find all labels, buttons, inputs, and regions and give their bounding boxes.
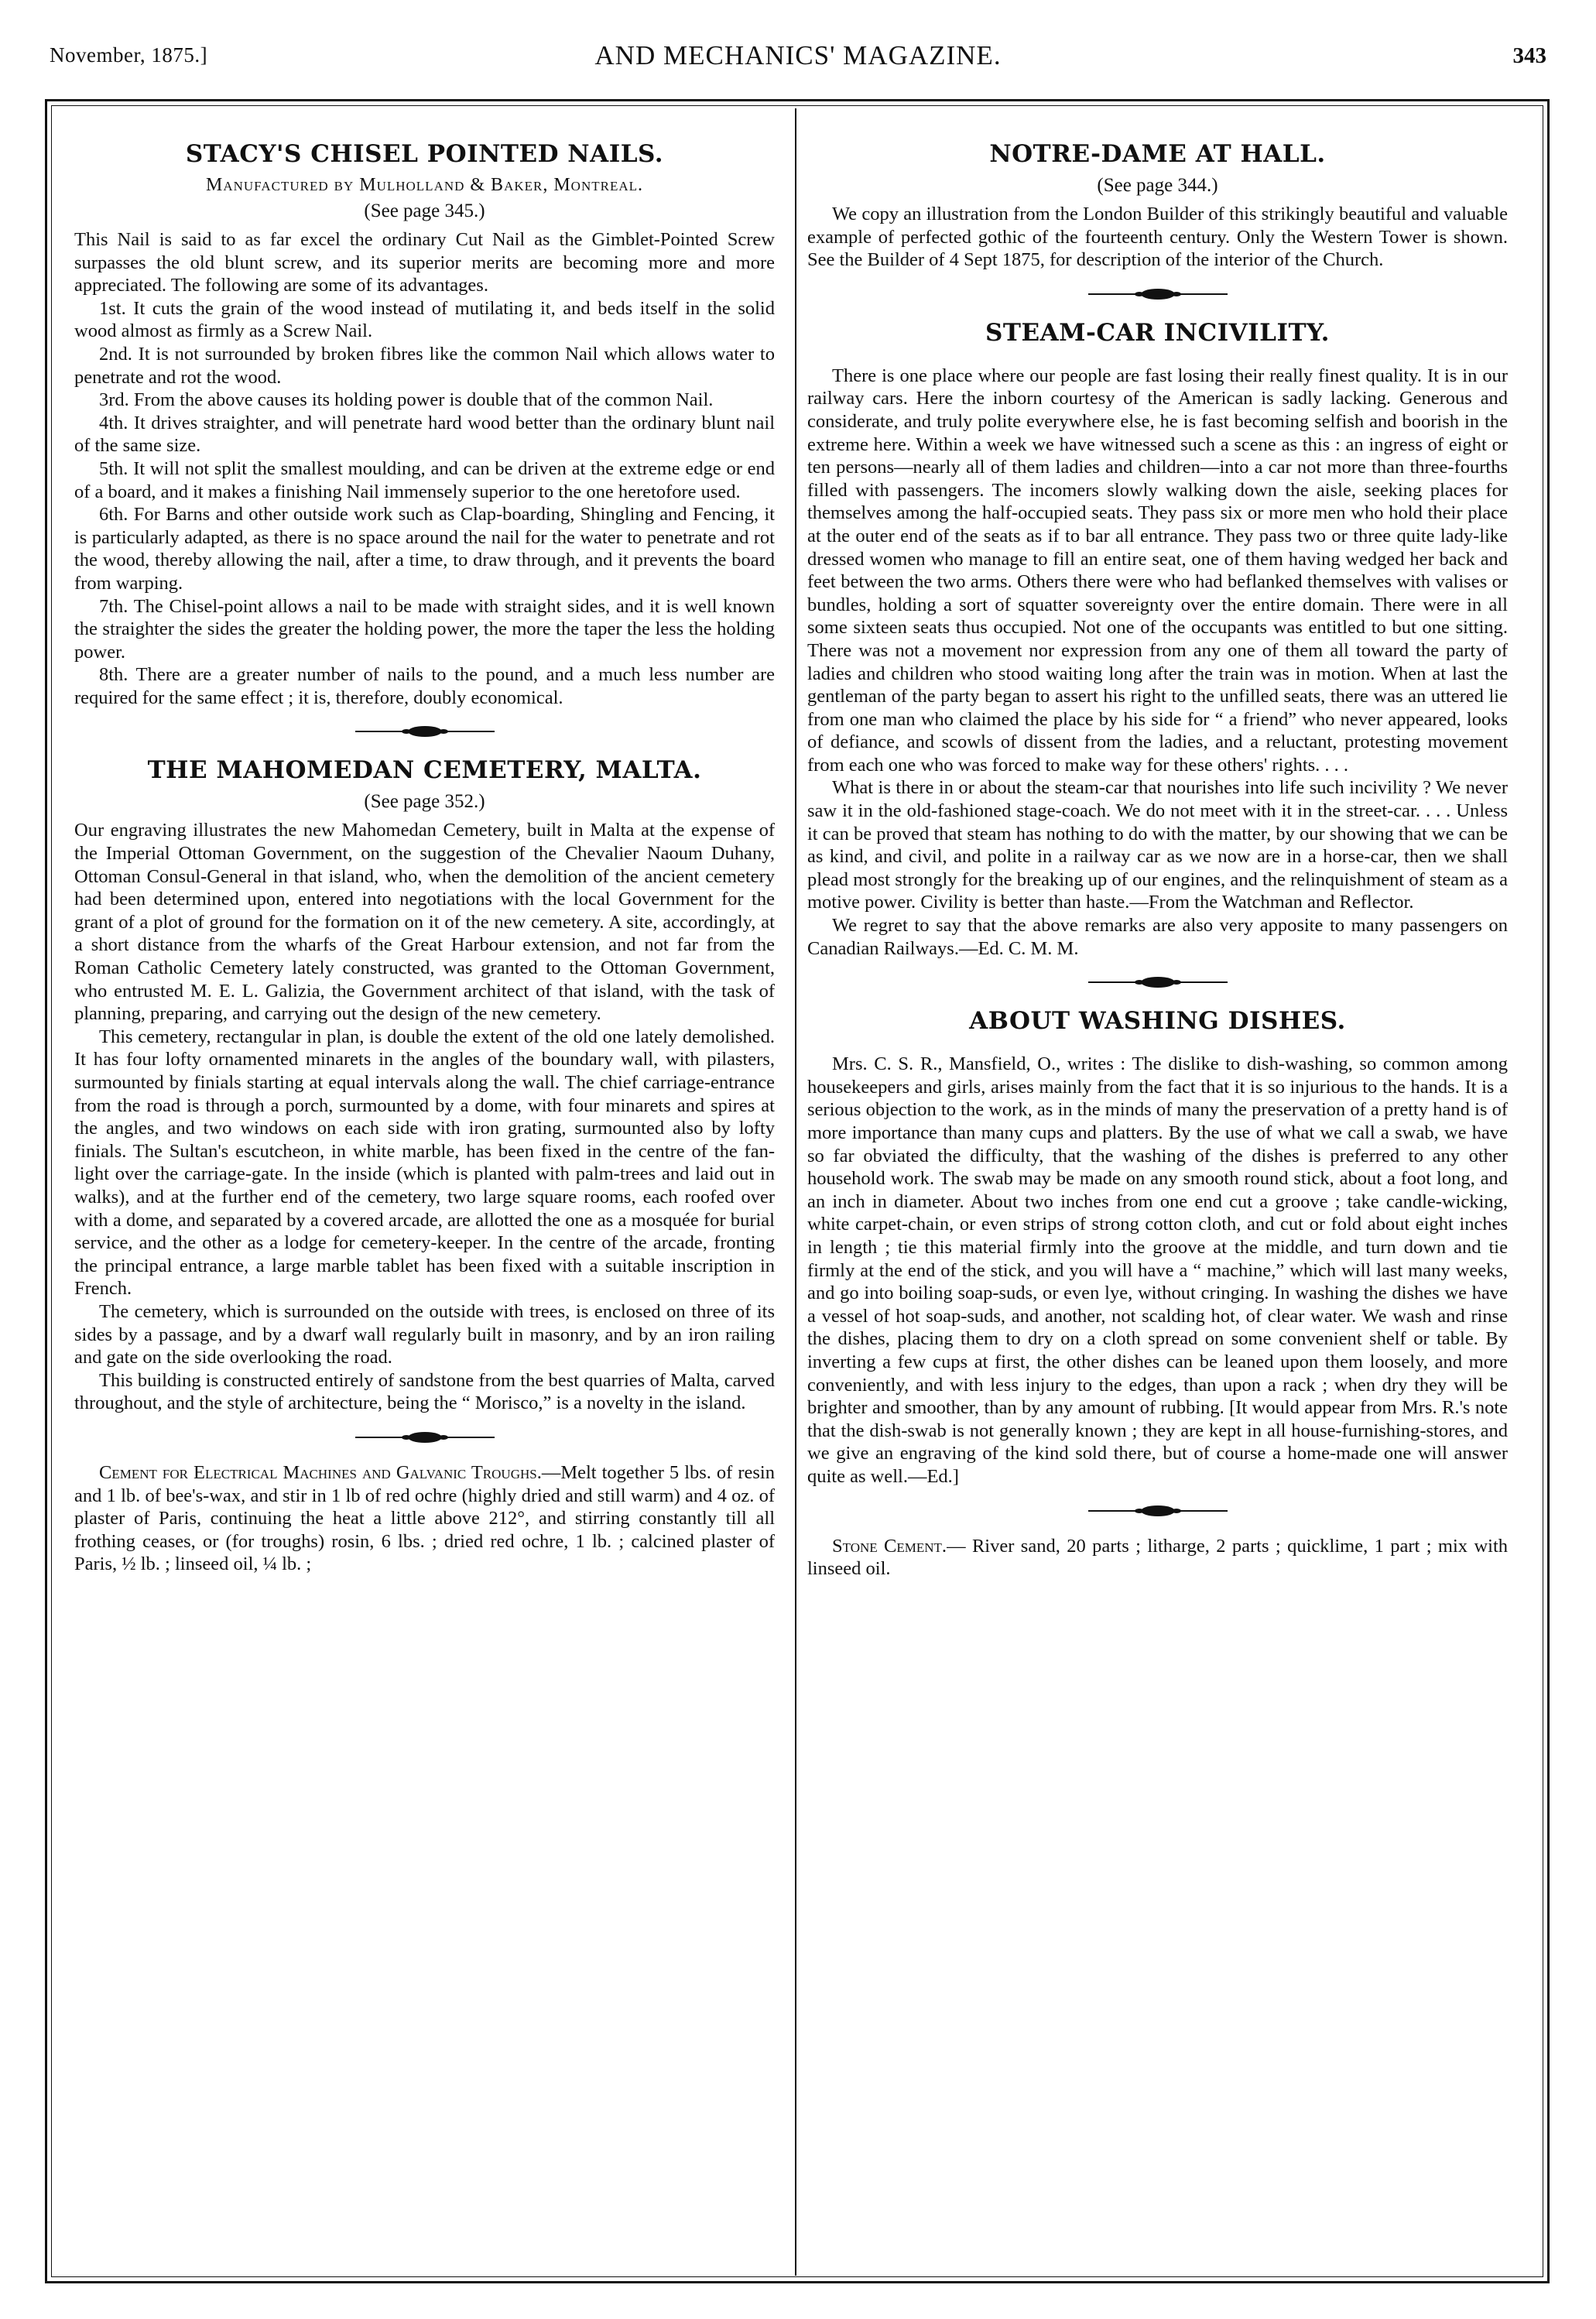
paragraph: We regret to say that the above remarks are also very apposite to many passengers on Canadian Railways.—Ed. C. M. M. bbox=[807, 915, 1508, 959]
ornament-divider bbox=[1088, 1502, 1228, 1519]
article-maker: Manufactured by Mulholland & Baker, Montreal. bbox=[205, 175, 644, 195]
paragraph bbox=[74, 1461, 775, 1576]
article-stone-cement bbox=[807, 1535, 1508, 1581]
column-rule bbox=[795, 108, 796, 2276]
cement-text: —Melt together 5 lbs. of resin and 1 lb. of bee's-wax, and stir in 1 lb of red ochre (highly dried and still warm) and 4 oz. of plaster of Paris, continuing the heat a little above 212°, and stirring constantly till all frothing ceases, or (for troughs) rosin, 6 lbs. ; dried red ochre, 1 lb. ; calcined plaster of Paris, ½ lb. ; linseed oil, ¼ lb. ; bbox=[74, 1461, 775, 1575]
paragraph: This building is constructed entirely of sandstone from the best quarries of Malta, carved throughout, and the style of architecture, being the “ Morisco,” is a novelty in the island. bbox=[74, 1369, 775, 1414]
cement-lead: Cement for Electrical Machines and Galvanic Troughs. bbox=[99, 1461, 542, 1483]
article-title: NOTRE-DAME AT HALL. bbox=[989, 140, 1326, 168]
article-title: THE MAHOMEDAN CEMETERY, MALTA. bbox=[147, 756, 702, 785]
paragraph: 5th. It will not split the smallest moulding, and can be driven at the extreme edge or end of a board, and it makes a finishing Nail immensely superior to the one heretofore used. bbox=[74, 457, 775, 502]
article-steam-car bbox=[807, 318, 1508, 960]
stone-text: — River sand, 20 parts ; litharge, 2 parts ; quicklime, 1 part ; mix with linseed oil. bbox=[807, 1535, 1508, 1580]
paragraph: This cemetery, rectangular in plan, is double the extent of the old one lately demolished. It has four lofty ornamented minarets in the angles of the boundary wall, with pilasters, surmounted by finials starting at equal intervals along the wall. The chief carriage-entrance from the road is through a porch, surmounted by a dome, with four minarets and spires at the angles, and two windows on each side with iron grating, surmounted also by lofty finials. The Sultan's escutcheon, in white marble, has been fixed in the centre of the fan-light over the carriage-gate. In the inside (which is planted with palm-trees and laid out in walks), and at the further end of the cemetery, two large square rooms, each roofed over with a dome, and separated by a covered arcade, are allotted the one as a mosquée for burial service, and the other as a lodge for cemetery-keeper. In the centre of the arcade, fronting the principal entrance, a large marble tablet has been fixed with a suitable inscription in French. bbox=[74, 1026, 775, 1300]
paragraph: 8th. There are a greater number of nails to the pound, and a much less number are required for the same effect ; it is, therefore, doubly economical. bbox=[74, 664, 775, 708]
paragraph: 2nd. It is not surrounded by broken fibres like the common Nail which allows water to penetrate and rot the wood. bbox=[74, 343, 775, 388]
stone-lead: Stone Cement. bbox=[832, 1535, 947, 1557]
paragraph: 1st. It cuts the grain of the wood instead of mutilating it, and beds itself in the solid wood almost as firmly as a Screw Nail. bbox=[74, 297, 775, 342]
magazine-title: AND MECHANICS' MAGAZINE. bbox=[594, 40, 1002, 70]
paragraph: The cemetery, which is surrounded on the outside with trees, is enclosed on three of its sides by a passage, and by a dwarf wall regularly built in masonry, and by an iron railing and gate on the side overlooking the road. bbox=[74, 1300, 775, 1368]
article-washing-dishes bbox=[807, 1006, 1508, 1488]
ornament-divider bbox=[355, 1429, 495, 1446]
paragraph: We copy an illustration from the London Builder of this strikingly beautiful and valuable example of perfected gothic of the fourteenth century. Only the Western Tower is shown. See the Builder of 4 Sept 1875, for description of the interior of the Church. bbox=[807, 204, 1508, 271]
paragraph: 7th. The Chisel-point allows a nail to be made with straight sides, and it is well known the straighter the sides the greater the holding power, the more the taper the less the holding power. bbox=[74, 595, 775, 663]
issue-date: November, 1875.] bbox=[50, 43, 208, 67]
page-reference: (See page 352.) bbox=[364, 791, 485, 813]
page-number: 343 bbox=[1512, 43, 1546, 68]
ornament-divider bbox=[1088, 286, 1228, 303]
paragraph: What is there in or about the steam-car that nourishes into life such incivility ? We never saw it in the old-fashioned stage-coach. We do not meet with it in the street-car. . . . Unless it can be proved that steam has nothing to do with the matter, by our showing that we can be as kind, and civil, and polite in a railway car as we now are in a horse-car, then we shall plead most strongly for the breaking up of our engines, and the relinquishment of steam as a motive power. Civility is better than haste.—From the Watchman and Reflector. bbox=[807, 777, 1508, 913]
page-reference: (See page 344.) bbox=[1097, 175, 1218, 196]
paragraph: 4th. It drives straighter, and will penetrate hard wood better than the ordinary blunt nail of the same size. bbox=[74, 412, 775, 457]
paragraph bbox=[807, 1535, 1508, 1581]
article-title: ABOUT WASHING DISHES. bbox=[969, 1007, 1346, 1036]
article-title: STACY'S CHISEL POINTED NAILS. bbox=[185, 140, 664, 168]
running-head bbox=[50, 40, 1546, 74]
right-column bbox=[807, 139, 1508, 2264]
paragraph: This Nail is said to as far excel the ordinary Cut Nail as the Gimblet-Pointed Screw surpasses the old blunt screw, and its superior merits are becoming more and more appreciated. The following are some of its advantages. bbox=[74, 229, 775, 296]
article-nails bbox=[74, 139, 775, 709]
article-cemetery bbox=[74, 755, 775, 1414]
article-cement bbox=[74, 1461, 775, 1576]
ornament-divider bbox=[1088, 974, 1228, 991]
ornament-divider bbox=[355, 723, 495, 740]
page-reference: (See page 345.) bbox=[364, 200, 485, 221]
article-title: STEAM-CAR INCIVILITY. bbox=[985, 318, 1330, 347]
left-column bbox=[74, 139, 775, 2264]
paragraph: There is one place where our people are fast losing their really finest quality. It is in our railway cars. Here the inborn courtesy of the American is sadly lacking. Generous and considerate, and truly polite everywhere else, he is fast becoming selfish and boorish in the extreme here. Within a week we have witnessed such a scene as this : an ingress of eight or ten persons—nearly all of them ladies and children—into a car not more than three-fourths filled with passengers. The incomers slowly walking down the aisle, seeking places for themselves among the half-occupied seats. They pass six or more men who hold their place at the outer end of the seats as if to bar all entrance. They pass two or three quite lady-like dressed women who manage to fill an entire seat, one of them having wedged her back and feet between the two arms. Others there were who had beflanked themselves with valises or bundles, holding a sort of squatter sovereignty over the entire domain. There were in all some sixteen seats thus occupied. Not one of the occupants was entitled to but one sitting. There was not a movement nor expression from any one of them all toward the party of ladies and children who stood waiting long after the train was in motion. When at last the gentleman of the party began to assert his right to the unfilled seats, there was an uttered lie from one man who claimed the place by his side for “ a friend” who never appeared, looks of defiance, and scowls of dissent from the ladies, and a reluctant, protesting movement from each one who was forced to make way for these others' rights. . . . bbox=[807, 365, 1508, 776]
paragraph: Mrs. C. S. R., Mansfield, O., writes : The dislike to dish-washing, so common among housekeepers and girls, arises mainly from the fact that it is so injurious to the hands. It is a serious objection to the work, as in the minds of many the preservation of a pretty hand is of more importance than many cups and platters. By the use of what we call a swab, we have so far obviated the difficulty, that the washing of the dishes is preferred to any other household work. The swab may be made on any smooth round stick, about a foot long, and an inch in diameter. About two inches from one end cut a groove ; take candle-wicking, white carpet-chain, or even strips of strong cotton cloth, and cut or fold about eight inches in length ; tie this material firmly into the groove at the middle, and turn down and tie firmly at the end of the stick, and you will have a “ machine,” which will last many weeks, and go into boiling soap-suds, or even lye, without cringing. In washing the dishes we have a vessel of hot soap-suds, and another, not scalding hot, of clear water. We wash and rinse the dishes, placing them to dry on a cloth spread on some convenient shelf or table. By inverting a few cups at first, the other dishes can be leaned upon them loosely, and more conveniently, and with less injury to the edges, than upon a rack ; when dry they will be brighter and smoother, than by any amount of rubbing. [It would appear from Mrs. R.'s note that the dish-swab is not generally known ; they are kept in all house-furnishing-stores, and we give an engraving of the kind sold there, but of course a home-made one will answer quite as well.—Ed.] bbox=[807, 1053, 1508, 1487]
paragraph: 6th. For Barns and other outside work such as Clap-boarding, Shingling and Fencing, it is particularly adapted, as there is no space around the nail for the water to penetrate and rot the wood, thereby allowing the nail, after a time, to draw through, and it prevents the board from warping. bbox=[74, 504, 775, 594]
article-notre-dame bbox=[807, 139, 1508, 272]
paragraph: 3rd. From the above causes its holding power is double that of the common Nail. bbox=[99, 389, 714, 411]
paragraph: Our engraving illustrates the new Mahomedan Cemetery, built in Malta at the expense of the Imperial Ottoman Government, on the suggestion of the Chevalier Naoum Duhany, Ottoman Consul-General in that island, who, when the demolition of the ancient cemetery had been determined upon, entered into negotiations with the local Government for the grant of a plot of ground for the formation on it of the new cemetery. A site, accordingly, at a short distance from the wharfs of the Great Harbour extension, and not far from the Roman Catholic Cemetery lately constructed, was granted to the Ottoman Government, who entrusted M. E. L. Galizia, the Government architect of that island, with the task of planning, preparing, and carrying out the design of the new cemetery. bbox=[74, 820, 775, 1025]
